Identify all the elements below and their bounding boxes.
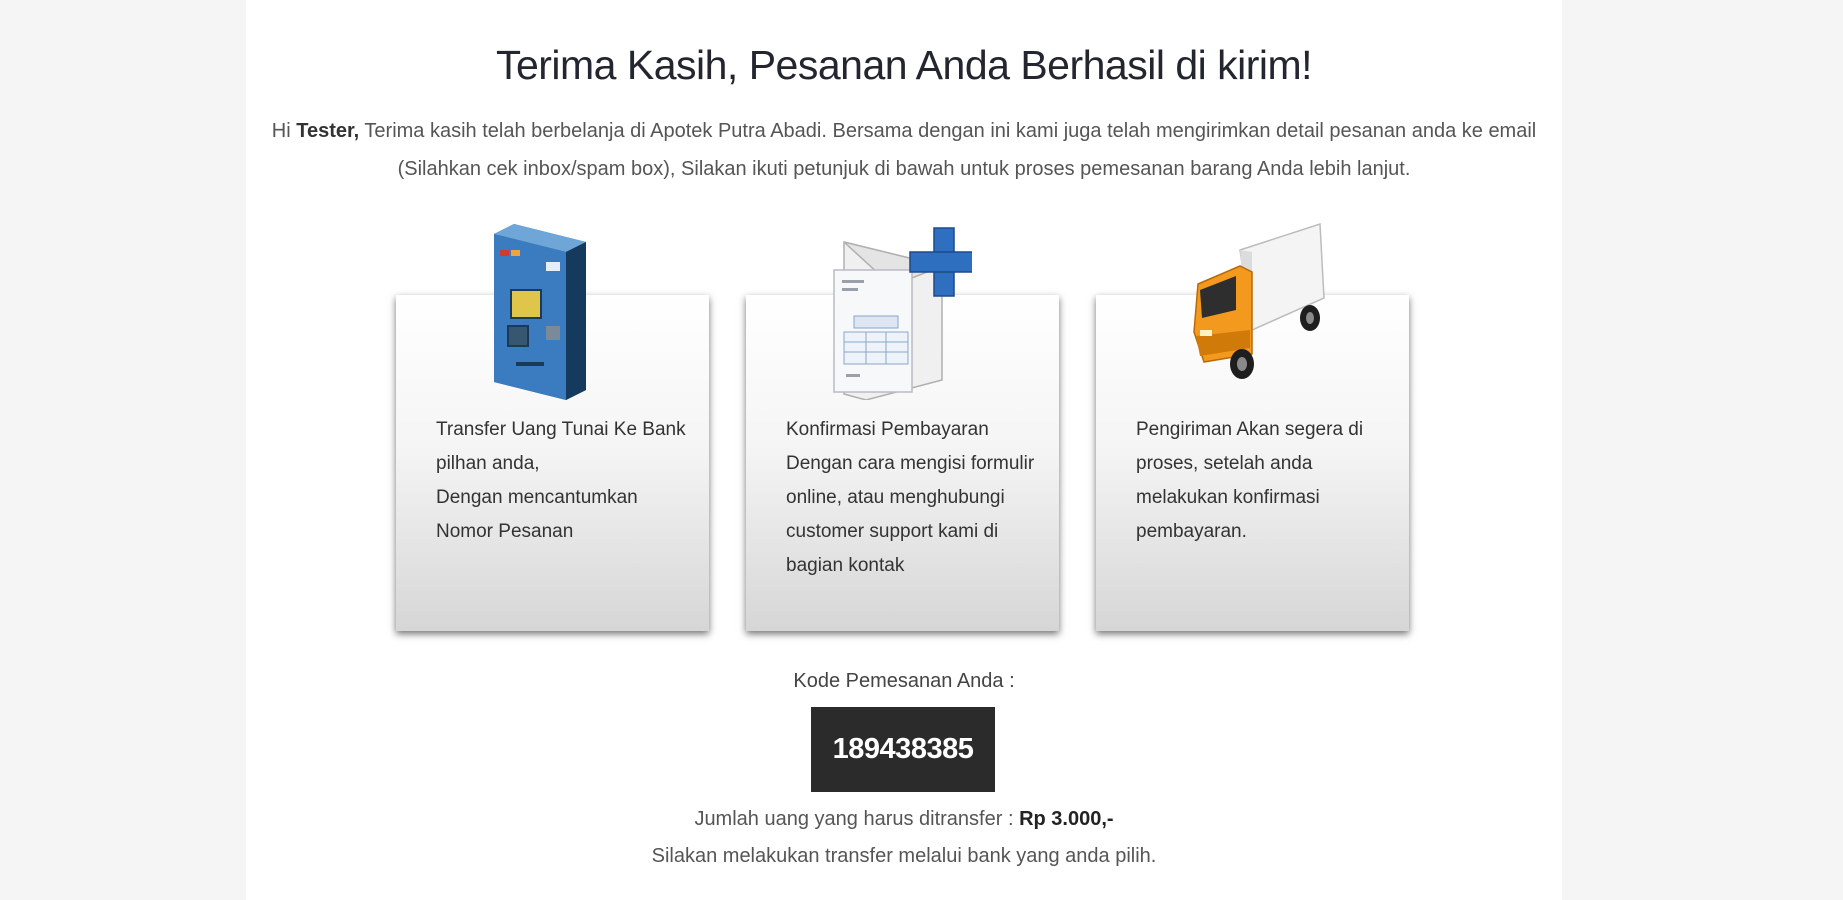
transfer-amount-line xyxy=(246,808,1562,831)
intro-greeting: Hi xyxy=(271,120,297,142)
amount-value: Rp 3.000,- xyxy=(1019,808,1114,830)
order-code-box xyxy=(811,707,995,792)
page-title: Terima Kasih, Pesanan Anda Berhasil di kirim! xyxy=(495,42,1313,88)
step-text: Konfirmasi Pembayaran Dengan cara mengisi formulir online, atau menghubungi customer support kami di bagian kontak xyxy=(786,419,1035,576)
intro-message: Terima kasih telah berbelanja di Apotek Putra Abadi. Bersama dengan ini kami juga telah mengirimkan detail pesanan anda ke email (Silahkan cek inbox/spam box), Silakan ikuti petunjuk di bawah untuk proses pemesanan barang Anda lebih lanjut. xyxy=(359,120,1537,180)
delivery-truck-icon xyxy=(1190,222,1340,390)
confirmation-page xyxy=(246,0,1562,900)
atm-machine-icon xyxy=(486,222,596,404)
step-text: Transfer Uang Tunai Ke Bank pilhan anda, Dengan mencantumkan Nomor Pesanan xyxy=(436,419,686,542)
amount-label: Jumlah uang yang harus ditransfer : xyxy=(694,808,1020,830)
order-code-label: Kode Pemesanan Anda : xyxy=(793,670,1015,692)
order-code: 189438385 xyxy=(832,733,974,765)
add-document-icon xyxy=(832,224,972,400)
transfer-note: Silakan melakukan transfer melalui bank yang anda pilih. xyxy=(651,845,1157,867)
step-text: Pengiriman Akan segera di proses, setelah anda melakukan konfirmasi pembayaran. xyxy=(1136,419,1364,542)
customer-name: Tester, xyxy=(296,120,360,142)
intro-paragraph xyxy=(266,112,1542,188)
